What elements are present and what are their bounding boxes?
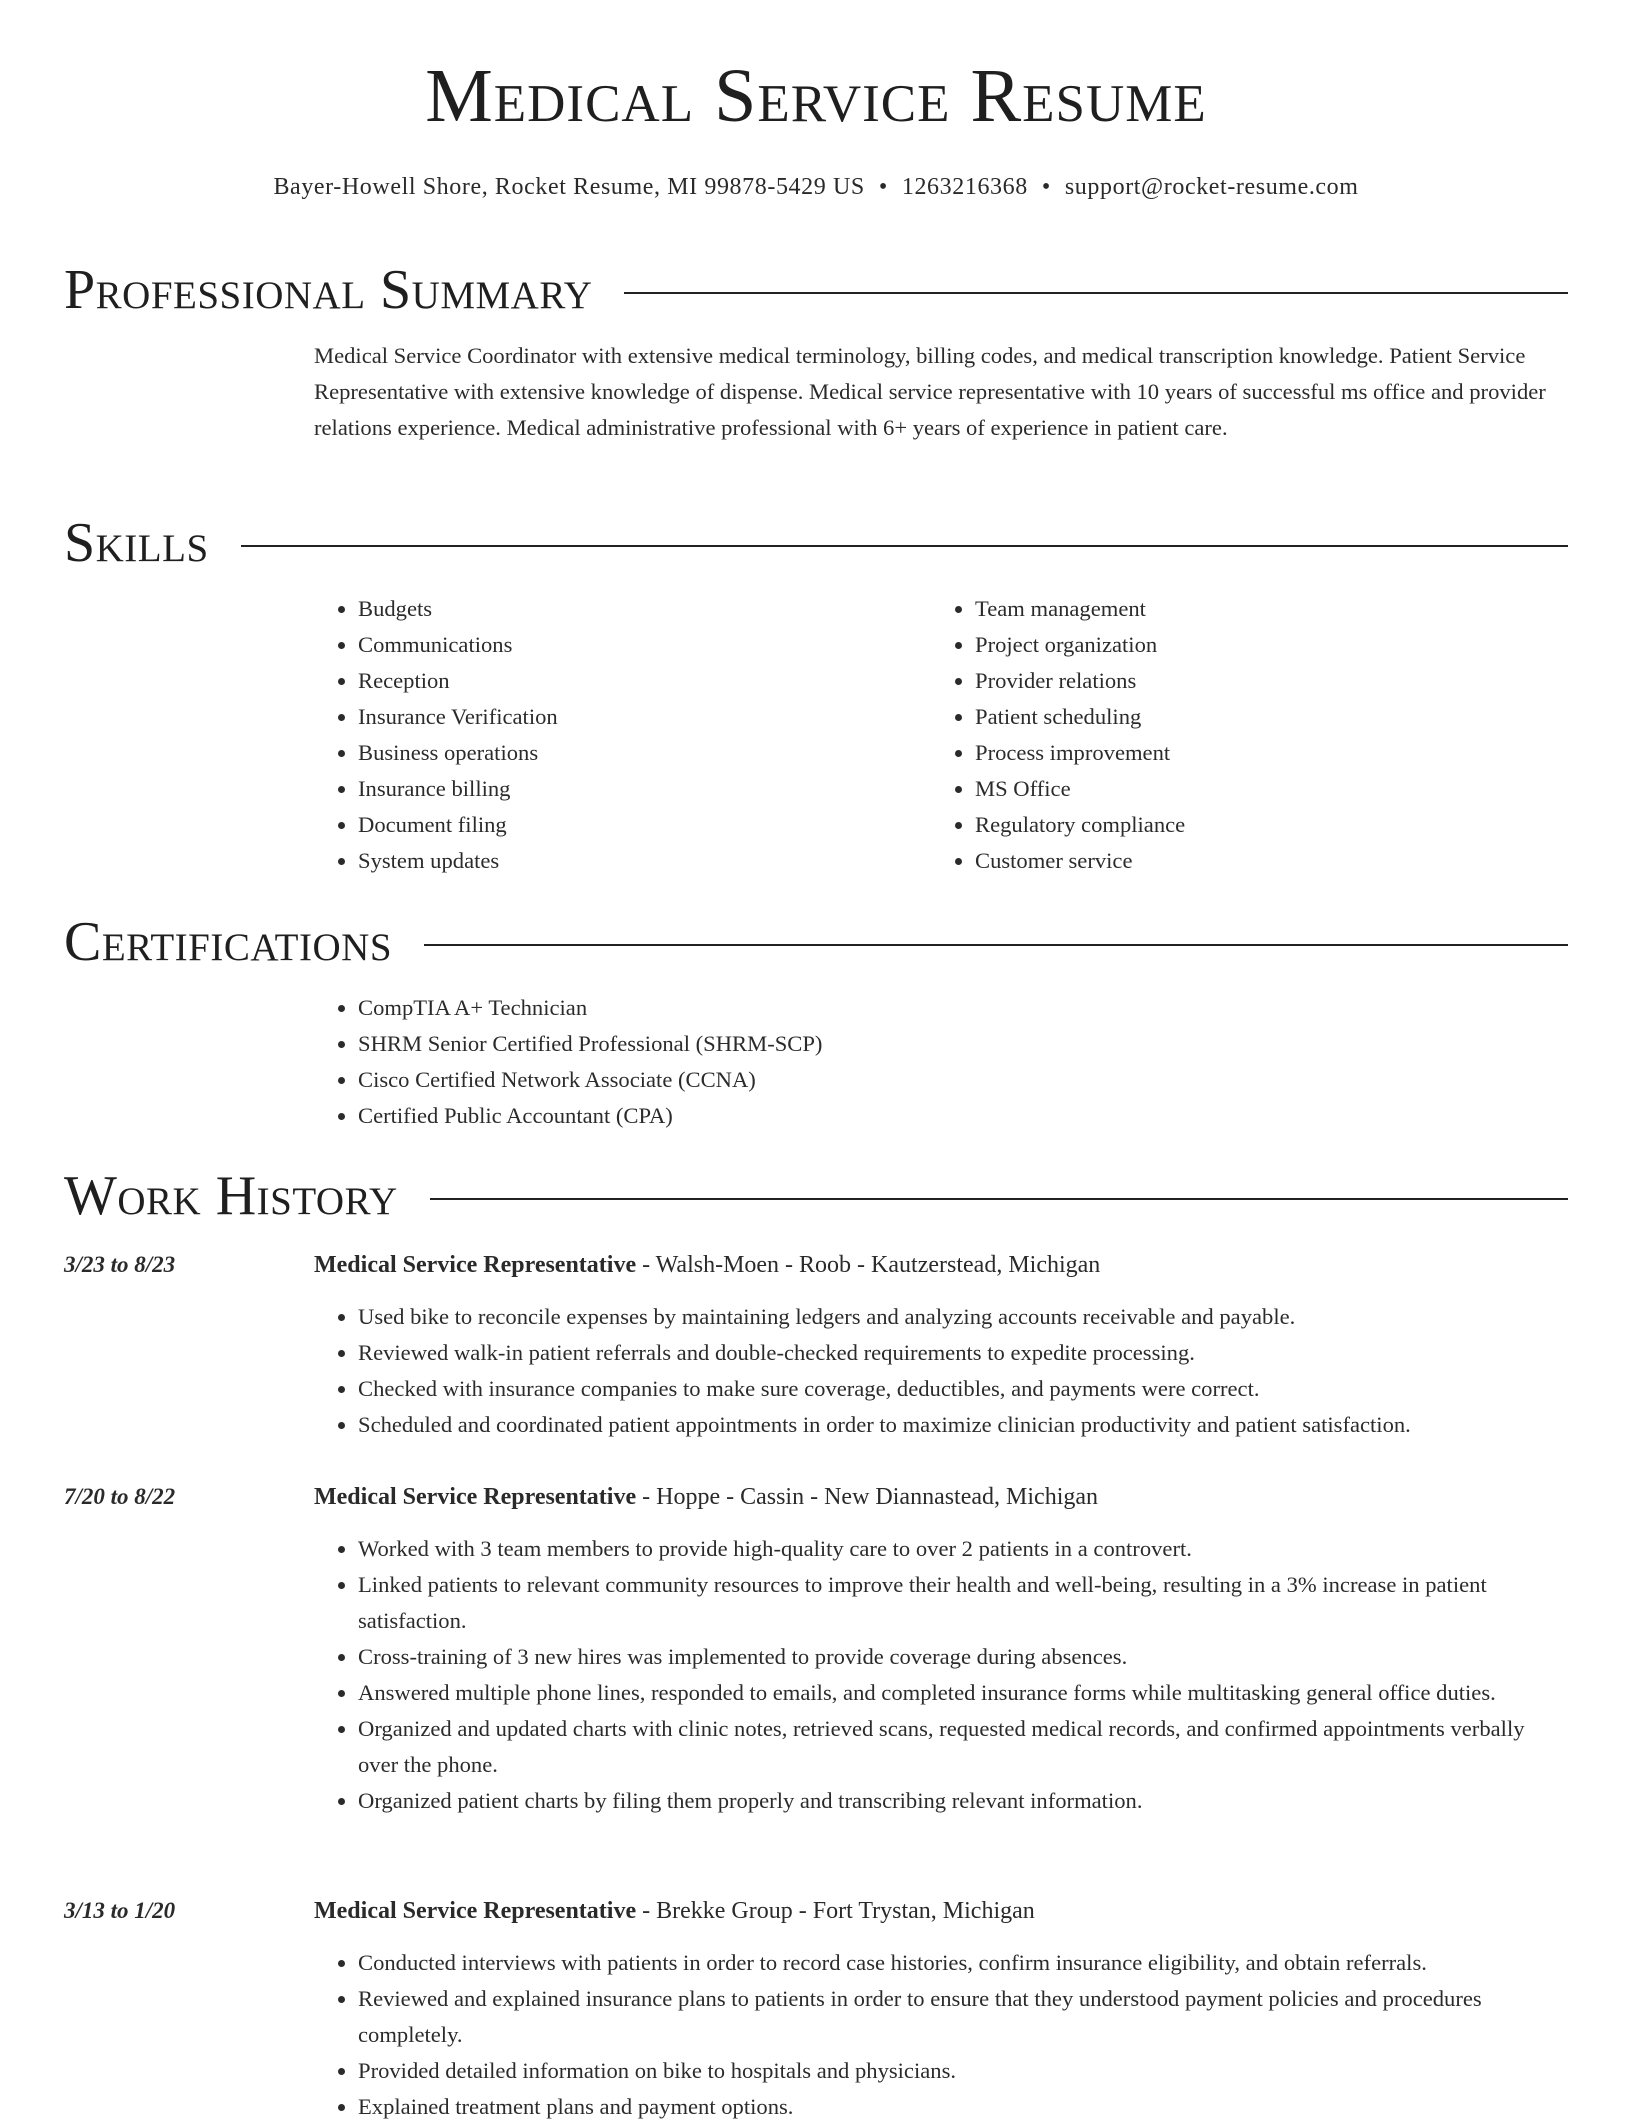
work-history-section-title: Work History	[64, 1165, 398, 1227]
skill-item: • Patient scheduling	[975, 699, 1491, 735]
job-bullets	[314, 1299, 1569, 1443]
job-title: Medical Service Representative	[314, 1484, 637, 1510]
skill-item: • Process improvement	[975, 735, 1491, 771]
resume-name: Medical Service Resume	[425, 54, 1207, 138]
job-heading	[314, 1893, 1035, 1929]
job-bullet-list	[314, 1531, 1569, 1819]
job-title: Medical Service Representative	[314, 1898, 637, 1924]
job-bullet: • Organized patient charts by filing them properly and transcribing relevant information.	[358, 1783, 1569, 1819]
contact-separator: •	[1041, 174, 1051, 200]
job-dates: 3/13 to 1/20	[64, 1898, 176, 1923]
job-bullet-list	[314, 1945, 1569, 2125]
work-history-section-header	[64, 1165, 1568, 1227]
skill-item: • Regulatory compliance	[975, 807, 1491, 843]
contact-line	[0, 174, 1632, 201]
job-bullet: • Checked with insurance companies to make sure coverage, deductibles, and payments were correct.	[358, 1371, 1569, 1407]
job-employer-location: - Hoppe - Cassin - New Diannastead, Michigan	[636, 1484, 1099, 1510]
contact-separator: •	[878, 174, 888, 200]
section-divider	[430, 1198, 1568, 1200]
job-employer-location: - Brekke Group - Fort Trystan, Michigan	[636, 1898, 1035, 1924]
job-bullet: • Worked with 3 team members to provide high-quality care to over 2 patients in a controvert.	[358, 1531, 1569, 1567]
job-bullets	[314, 1945, 1569, 2125]
skills-section-header	[64, 512, 1568, 574]
job-bullet: • Explained treatment plans and payment options.	[358, 2089, 1569, 2125]
job-bullet: • Organized and updated charts with clinic notes, retrieved scans, requested medical records, and confirmed appointments verbally over the phone.	[358, 1711, 1569, 1783]
contact-email: support@rocket-resume.com	[1064, 174, 1359, 200]
job-heading	[314, 1479, 1098, 1515]
job-employer-location: - Walsh-Moen - Roob - Kautzerstead, Michigan	[636, 1252, 1101, 1278]
job-bullet: • Used bike to reconcile expenses by maintaining ledgers and analyzing accounts receivable and payable.	[358, 1299, 1569, 1335]
skills-list-left	[314, 591, 874, 879]
section-divider	[424, 944, 1568, 946]
job-bullet: • Scheduled and coordinated patient appointments in order to maximize clinician productivity and patient satisfaction.	[358, 1407, 1569, 1443]
certifications-section-header	[64, 911, 1568, 973]
job-bullet: • Provided detailed information on bike to hospitals and physicians.	[358, 2053, 1569, 2089]
skill-item: • Project organization	[975, 627, 1491, 663]
skill-item: • Insurance billing	[358, 771, 874, 807]
section-divider	[241, 545, 1568, 547]
certification-item: • CompTIA A+ Technician	[358, 990, 1514, 1026]
contact-phone: 1263216368	[901, 174, 1028, 200]
job-heading	[314, 1247, 1100, 1283]
skill-item: • MS Office	[975, 771, 1491, 807]
skill-item: • Reception	[358, 663, 874, 699]
skill-item: • Document filing	[358, 807, 874, 843]
skill-item: • System updates	[358, 843, 874, 879]
contact-address: Bayer-Howell Shore, Rocket Resume, MI 99878-5429 US	[273, 174, 865, 200]
job-bullet: • Answered multiple phone lines, responded to emails, and completed insurance forms while multitasking general office duties.	[358, 1675, 1569, 1711]
job-dates: 7/20 to 8/22	[64, 1484, 176, 1509]
skill-item: • Team management	[975, 591, 1491, 627]
skill-item: • Provider relations	[975, 663, 1491, 699]
job-bullets	[314, 1531, 1569, 1819]
skill-item: • Insurance Verification	[358, 699, 874, 735]
skill-item: • Business operations	[358, 735, 874, 771]
job-bullet: • Reviewed and explained insurance plans to patients in order to ensure that they understood payment policies and procedures completely.	[358, 1981, 1569, 2053]
skill-item: • Budgets	[358, 591, 874, 627]
certification-item: • SHRM Senior Certified Professional (SHRM-SCP)	[358, 1026, 1514, 1062]
job-dates: 3/23 to 8/23	[64, 1252, 176, 1277]
job-bullet: • Cross-training of 3 new hires was implemented to provide coverage during absences.	[358, 1639, 1569, 1675]
skills-right-column	[931, 591, 1491, 879]
summary-section-title: Professional Summary	[64, 259, 593, 321]
skill-item: • Communications	[358, 627, 874, 663]
job-bullet: • Reviewed walk-in patient referrals and double-checked requirements to expedite processing.	[358, 1335, 1569, 1371]
summary-section-header	[64, 259, 1568, 321]
certifications-block	[314, 990, 1514, 1134]
job-bullet: • Conducted interviews with patients in order to record case histories, confirm insurance eligibility, and obtain referrals.	[358, 1945, 1569, 1981]
section-divider	[624, 292, 1568, 294]
certifications-list	[314, 990, 1514, 1134]
certification-item: • Certified Public Accountant (CPA)	[358, 1098, 1514, 1134]
skills-left-column	[314, 591, 874, 879]
skills-section-title: Skills	[64, 512, 209, 574]
job-bullet: • Linked patients to relevant community resources to improve their health and well-being, resulting in a 3% increase in patient satisfaction.	[358, 1567, 1569, 1639]
skills-list-right	[931, 591, 1491, 879]
skill-item: • Customer service	[975, 843, 1491, 879]
certifications-section-title: Certifications	[64, 911, 393, 973]
job-bullet-list	[314, 1299, 1569, 1443]
summary-text: Medical Service Coordinator with extensive medical terminology, billing codes, and medical transcription knowledge. Patient Service Representative with extensive knowledge of dispense. Medical service representative with 10 years of successful ms office and provider relations experience. Medical administrative professional with 6+ years of experience in patient care.	[314, 343, 1546, 440]
job-title: Medical Service Representative	[314, 1252, 637, 1278]
certification-item: • Cisco Certified Network Associate (CCNA)	[358, 1062, 1514, 1098]
